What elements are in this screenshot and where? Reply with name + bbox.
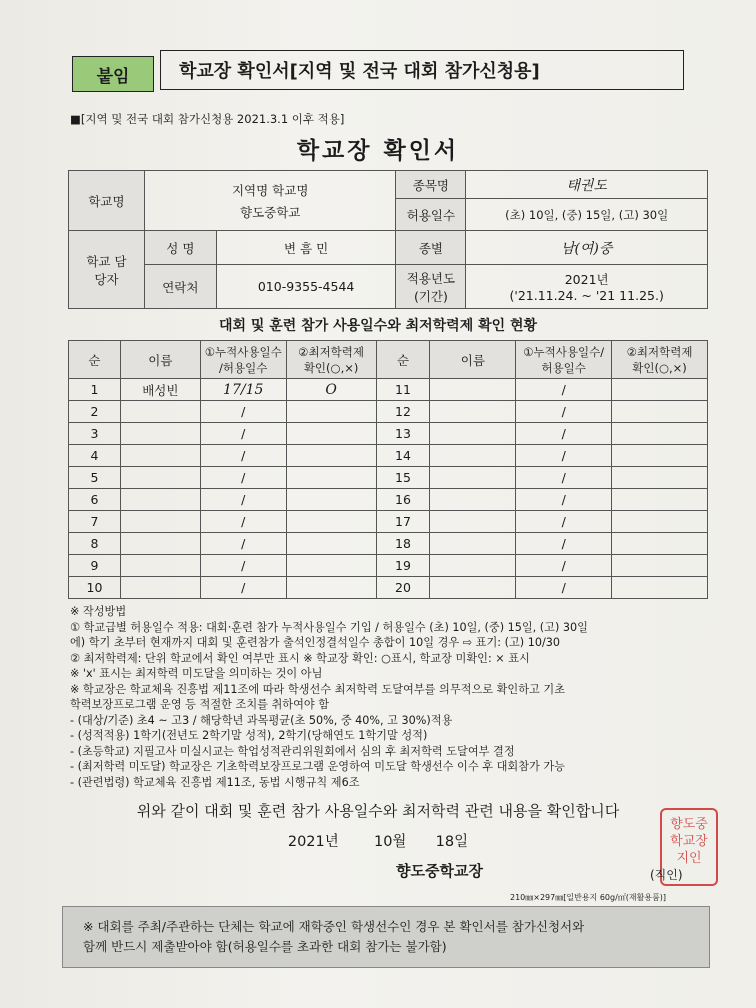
col-name-right: 이름 [430,341,516,379]
row-days: / [200,467,286,489]
row-no: 14 [376,445,430,467]
col-days-line2: /허용일수 [219,360,268,375]
row-grade [612,577,708,599]
col-grade-line2: 확인(○,×) [303,360,359,375]
row-no: 6 [69,489,121,511]
col-grade [286,341,376,379]
row-name [430,445,516,467]
row-no: 5 [69,467,121,489]
row-days: / [516,489,612,511]
table-row [69,423,708,445]
writing-instructions [70,604,710,790]
row-grade [286,555,376,577]
row-grade [612,445,708,467]
row-days: / [516,379,612,401]
row-days: / [200,533,286,555]
table-row [69,511,708,533]
row-name [120,467,200,489]
row-grade [286,511,376,533]
col-grade-right-line2: 확인(○,×) [632,360,687,375]
row-days: / [516,401,612,423]
row-no: 20 [376,577,430,599]
row-grade [612,467,708,489]
footer-notice [62,906,710,968]
paper-size-note: 210㎜×297㎜[일반용지 60g/㎡(재활용품)] [510,893,667,902]
footer-line1: ※ 대회를 주최/주관하는 단체는 학교에 재학중인 학생선수인 경우 본 확인서를 참가신청서와 [83,919,585,934]
row-grade [286,467,376,489]
row-days: / [516,577,612,599]
year-value: 2021년 [564,272,609,287]
event-label: 종목명 [396,171,466,199]
school-label: 학교명 [69,171,145,231]
date-month: 10월 [373,834,407,850]
row-name [430,533,516,555]
instruction-line: - (성적적용) 1학기(전년도 2학기말 성적), 2학기(당해연도 1학기말 성적) [70,729,428,742]
col-days-right [516,341,612,379]
row-no: 10 [69,577,121,599]
row-name: 배성빈 [120,379,200,401]
row-days: / [516,423,612,445]
table-row [69,379,708,401]
period-value: ('21.11.24. ~ '21 11.25.) [509,288,664,303]
year-cell [466,265,708,309]
attachment-tab: 붙임 [72,56,154,92]
row-days: / [200,401,286,423]
row-no: 1 [69,379,121,401]
row-name [120,533,200,555]
instruction-line: ※ 'x' 표시는 최저학력 미도달을 의미하는 것이 아님 [70,667,323,680]
row-name [430,577,516,599]
gender-label: 종별 [396,231,466,265]
seal-mark: (직인) [650,868,683,882]
row-no: 15 [376,467,430,489]
instruction-line: - (최저학력 미도달) 학교장은 기초학력보장프로그램 운영하여 미도달 학생선수 이수 후 대회참가 가능 [70,760,565,773]
status-title: 대회 및 훈련 참가 사용일수와 최저학력제 확인 현황 [218,318,538,334]
school-name-line1: 지역명 학교명 [231,182,309,198]
row-no: 18 [376,533,430,555]
row-days: / [516,467,612,489]
row-grade [612,489,708,511]
seal-line2: 학교장 [670,834,708,849]
row-grade [612,555,708,577]
table-row [69,401,708,423]
row-grade [286,423,376,445]
row-no: 12 [376,401,430,423]
date-day: 18일 [435,834,469,850]
row-grade [286,577,376,599]
table-row [69,489,708,511]
table-row [69,533,708,555]
row-name [120,577,200,599]
year-label-line1: 적용년도 [406,270,456,286]
apply-note: ■[지역 및 전국 대회 참가신청용 2021.3.1 이후 적용] [70,112,345,126]
issue-date [0,830,756,851]
gender-value: 남(여)중 [466,231,708,265]
date-year: 2021년 [287,834,339,850]
row-name [120,401,200,423]
col-grade-line1: ②최저학력제 [298,344,365,359]
contact-value: 010-9355-4544 [216,265,396,309]
allowed-days-label: 허용일수 [396,199,466,231]
row-name [430,555,516,577]
row-no: 8 [69,533,121,555]
instruction-line: 에) 학기 초부터 현재까지 대회 및 훈련참가 출석인정결석일수 총합이 10일 경우 ⇨ 표기: (고) 10/30 [70,636,560,649]
table-row [69,467,708,489]
row-name [430,401,516,423]
col-no: 순 [69,341,121,379]
row-name [430,489,516,511]
row-no: 13 [376,423,430,445]
instruction-line: ※ 작성방법 [70,605,127,618]
seal-line3: 지인 [676,851,702,866]
row-days: / [516,533,612,555]
col-grade-right [612,341,708,379]
row-no: 2 [69,401,121,423]
row-grade [286,533,376,555]
row-days: / [200,423,286,445]
manager-label: 학교 담당자 [69,231,145,309]
row-days: / [200,577,286,599]
instruction-line: ① 학교급별 허용일수 적용: 대회·훈련 참가 누적사용일수 기입 / 허용일수 (초) 10일, (중) 15일, (고) 30일 [70,620,588,634]
seal-line1: 향도중 [670,817,708,832]
row-days: 17/15 [200,379,286,401]
row-days: / [516,555,612,577]
row-name [430,379,516,401]
row-grade [612,379,708,401]
row-days: / [200,489,286,511]
instruction-line: - (초등학교) 지필고사 미실시교는 학업성적관리위원회에서 심의 후 최저학력 도달여부 결정 [70,744,515,758]
row-days: / [516,511,612,533]
row-no: 3 [69,423,121,445]
instruction-line: - (대상/기준) 초4 ~ 고3 / 해당학년 과목평균(초 50%, 중 40%, 고 30%)적용 [70,713,453,727]
school-name-cell [144,171,396,231]
col-days-line1: ①누적사용일수 [204,344,282,359]
row-name [120,489,200,511]
instruction-line: 학력보장프로그램 운영 등 적절한 조치를 취하여야 함 [70,698,330,711]
row-days: / [516,445,612,467]
row-grade [612,533,708,555]
row-no: 16 [376,489,430,511]
row-days: / [200,445,286,467]
instruction-line: - (관련법령) 학교체육 진흥법 제11조, 동법 시행규칙 제6조 [70,775,360,789]
row-grade [612,423,708,445]
table-row [69,445,708,467]
row-name [120,511,200,533]
col-grade-right-line1: ②최저학력제 [626,344,693,359]
row-days: / [200,511,286,533]
confirmation-statement: 위와 같이 대회 및 훈련 참가 사용일수와 최저학력 관련 내용을 확인합니다 [136,802,620,820]
principal-signature: 향도중학교장 [396,862,483,880]
row-no: 19 [376,555,430,577]
col-days [200,341,286,379]
row-name [430,467,516,489]
school-name-line2: 향도중학교 [240,204,301,220]
status-table [68,340,708,599]
year-label-line2: (기간) [413,288,448,304]
col-name: 이름 [120,341,200,379]
table-row [69,555,708,577]
school-info-table [68,170,708,309]
year-label [396,265,466,309]
allowed-days-value: (초) 10일, (중) 15일, (고) 30일 [466,199,708,231]
instruction-line: ② 최저학력제: 단위 학교에서 확인 여부만 표시 ※ 학교장 확인: ○표시, 학교장 미확인: × 표시 [70,651,530,665]
row-no: 7 [69,511,121,533]
col-no-right: 순 [376,341,430,379]
document-title: 학교장 확인서 [296,138,460,164]
row-name [430,423,516,445]
row-name [120,423,200,445]
name-label: 성 명 [144,231,216,265]
row-grade [286,401,376,423]
row-grade [286,489,376,511]
row-grade: O [286,379,376,401]
row-no: 4 [69,445,121,467]
row-grade [286,445,376,467]
col-days-right-line2: 허용일수 [541,360,586,375]
row-no: 9 [69,555,121,577]
row-no: 11 [376,379,430,401]
row-days: / [200,555,286,577]
row-grade [612,401,708,423]
instruction-line: ※ 학교장은 학교체육 진흥법 제11조에 따라 학생선수 최저학력 도달여부를 의무적으로 확인하고 기초 [70,682,566,696]
manager-name: 변 흠 민 [216,231,396,265]
row-name [430,511,516,533]
table-row [69,577,708,599]
row-no: 17 [376,511,430,533]
event-value: 태권도 [466,171,708,199]
contact-label: 연락처 [144,265,216,309]
row-name [120,555,200,577]
row-name [120,445,200,467]
col-days-right-line1: ①누적사용일수/ [523,344,605,359]
form-title-box: 학교장 확인서[지역 및 전국 대회 참가신청용] [160,50,684,90]
footer-line2: 함께 반드시 제출받아야 함(허용일수를 초과한 대회 참가는 불가함) [83,939,447,954]
row-grade [612,511,708,533]
